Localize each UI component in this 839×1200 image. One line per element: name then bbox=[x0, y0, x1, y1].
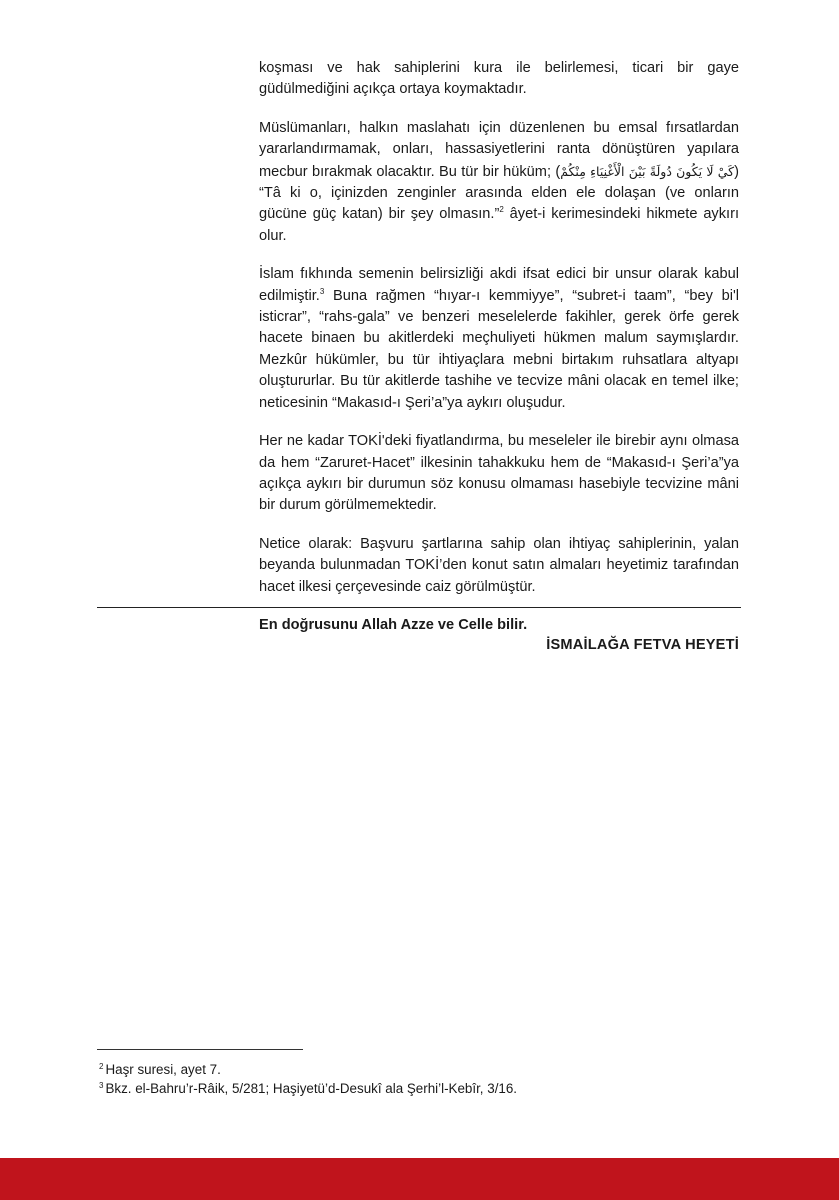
footnote-text: Bkz. el-Bahru’r-Râik, 5/281; Haşiyetü’d-Desukî ala Şerhi’l-Kebîr, 3/16. bbox=[105, 1081, 518, 1096]
footnote-number: 2 bbox=[99, 1061, 104, 1071]
paragraph-3-text-a: İslam fıkhında semenin belirsizliği akdi ifsat edici bir unsur olarak kabul edilmiştir. bbox=[259, 266, 739, 304]
paragraph-2-text-a: Müslümanları, halkın maslahatı için düzenlenen bu emsal fırsatlardan yararlandırmamak, onları, hassasiyetlerini ranta dönüştüren yapılara mecbur bırakmak olacaktır. Bu tür bir hüküm; ( bbox=[259, 119, 739, 180]
footnote-3 bbox=[99, 1079, 739, 1098]
footnote-ref-3[interactable]: 3 bbox=[319, 286, 325, 296]
paragraph-3 bbox=[259, 264, 739, 414]
paragraph-5: Netice olarak: Başvuru şartlarına sahip olan ihtiyaç sahiplerinin, yalan beyanda bulunmadan TOKİ’den konut satın almaları heyetimiz tarafından hacet ilkesi çerçevesinde caiz görülmüştür. bbox=[259, 535, 739, 595]
signature: İSMAİLAĞA FETVA HEYETİ bbox=[546, 637, 739, 653]
arabic-verse: كَيْ لَا يَكُونَ دُولَةً بَيْنَ الْأَغْنِيَاءِ مِنْكُمْ bbox=[560, 163, 735, 179]
footnote-separator bbox=[97, 1049, 303, 1050]
paragraph-2-text-c: âyet-i kerimesindeki hikmete aykırı olur. bbox=[259, 206, 739, 244]
footnote-text: Haşr suresi, ayet 7. bbox=[105, 1062, 221, 1077]
footnote-number: 3 bbox=[99, 1080, 104, 1090]
paragraph-2 bbox=[259, 118, 739, 247]
footnote-2 bbox=[99, 1060, 739, 1079]
paragraph-3-text-b: Buna rağmen “hıyar-ı kemmiyye”, “subret-i taam”, “bey bi'l isticrar”, “rahs-gala” ve benzeri meselelerde fakihler, gerek örfe gerek hacete binaen bu akitlerdeki meçhuliyeti hükmen malum saymışlardır. Mezkûr hükümler, bu tür ihtiyaçlara mebni birtakım ruhsatlara altyapı oluştururlar. Bu tür akitlerde tashihe ve tecvize mâni olacak en temel ilke; neticesinin “Makasıd-ı Şeri’a”ya aykırı oluşudur. bbox=[259, 287, 739, 411]
paragraph-2-text-b: ) “Tâ ki o, içinizden zenginler arasında elden ele dolaşan (ve onların gücüne güç katan) bir şey olmasın.” bbox=[259, 163, 740, 223]
paragraph-4: Her ne kadar TOKİ'deki fiyatlandırma, bu meseleler ile birebir aynı olmasa da hem “Zaruret-Hacet” ilkesinin tahakkuku hem de “Makasıd-ı Şeri’a”ya açıkça aykırı bir durumun söz konusu olmaması hasebiyle tecvizine mâni bir durum görülmemektedir. bbox=[259, 433, 739, 514]
footnotes bbox=[99, 1060, 739, 1098]
closing-line: En doğrusunu Allah Azze ve Celle bilir. bbox=[259, 616, 528, 633]
section-divider bbox=[97, 607, 741, 608]
footer-bar bbox=[0, 1158, 839, 1200]
main-content bbox=[259, 58, 739, 636]
footnote-ref-2[interactable]: 2 bbox=[499, 205, 504, 215]
paragraph-1: koşması ve hak sahiplerini kura ile belirlemesi, ticari bir gaye güdülmediğini açıkça ortaya koymaktadır. bbox=[259, 60, 739, 98]
